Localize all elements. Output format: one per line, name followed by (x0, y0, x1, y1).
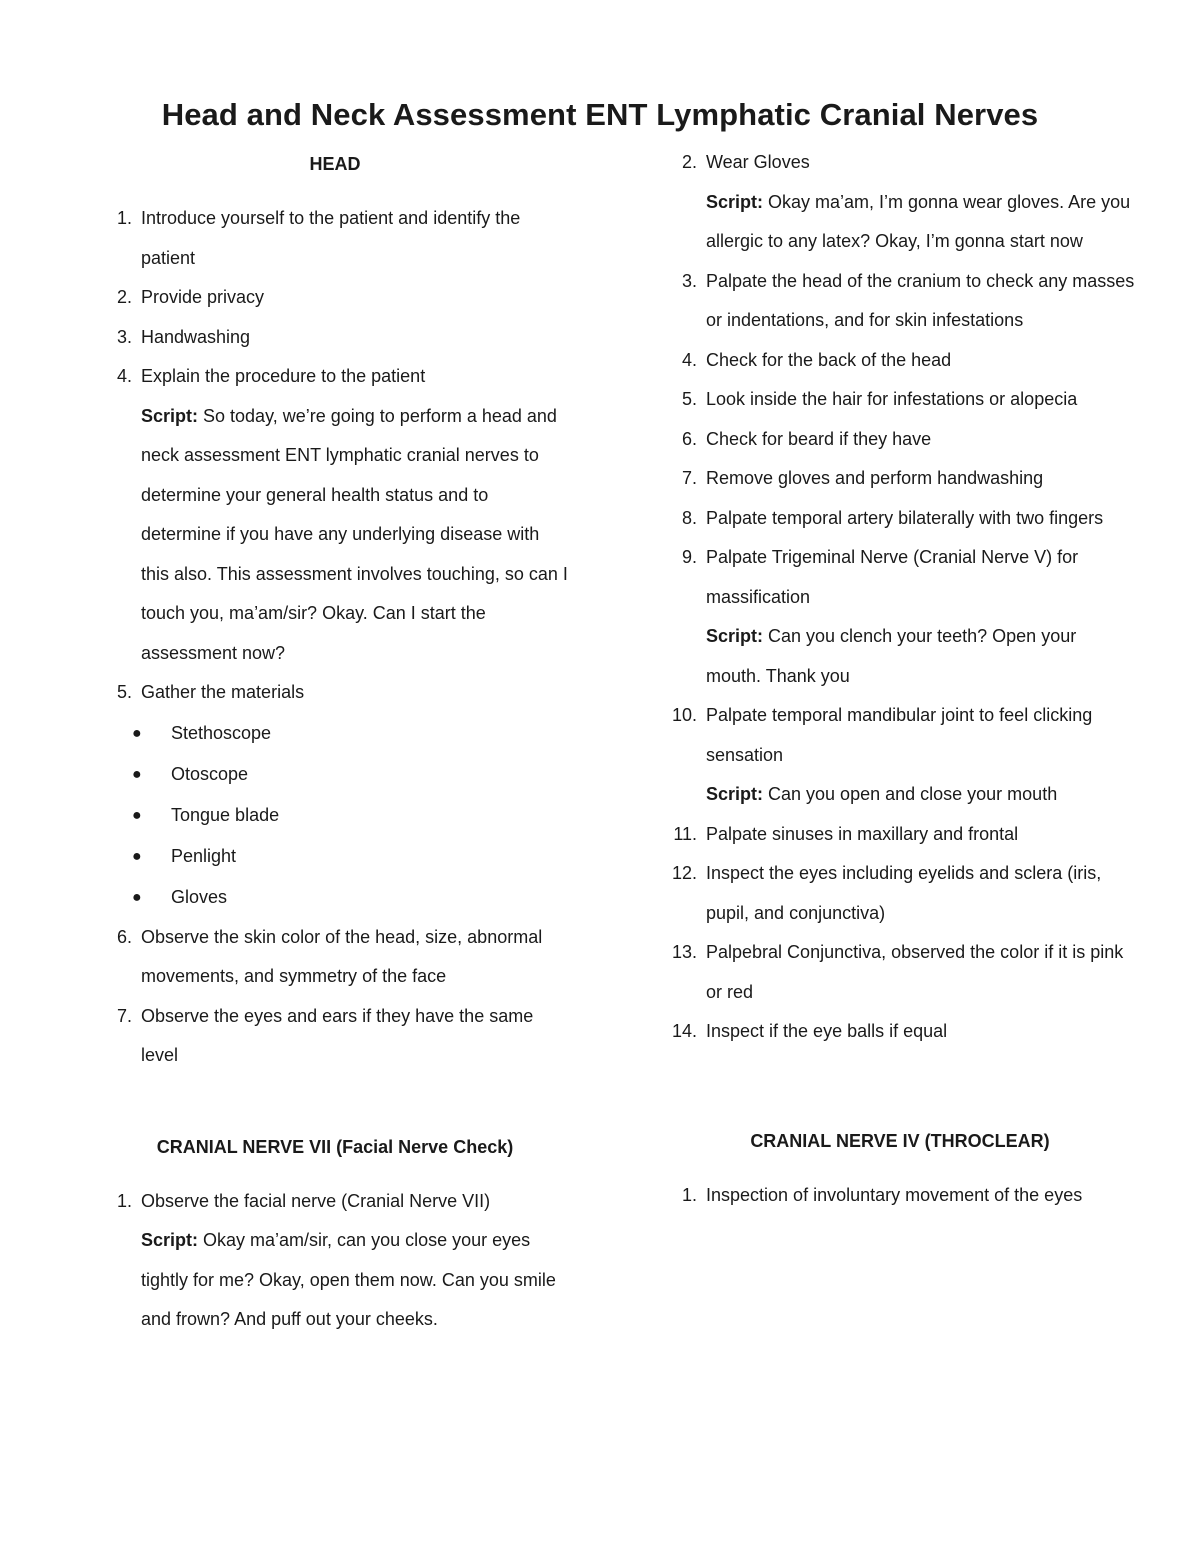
bullet-icon: ● (132, 847, 142, 865)
step-number: 7. (116, 1005, 132, 1026)
document-title: Head and Neck Assessment ENT Lymphatic Cranial Nerves (161, 96, 1039, 132)
bullet-icon: ● (132, 888, 142, 906)
step-text: Inspect the eyes including eyelids and sclera (iris, pupil, and conjunctiva) (706, 863, 1102, 923)
list-item (665, 538, 1135, 696)
material-text: Tongue blade (171, 804, 280, 825)
script-text: Can you open and close your mouth (763, 784, 1058, 804)
step-number: 3. (681, 270, 697, 291)
script-label: Script: (141, 405, 199, 426)
script-label: Script: (706, 191, 764, 212)
left-column (100, 143, 570, 1340)
step-text: Handwashing (141, 326, 251, 347)
step-text: Gather the materials (141, 682, 305, 702)
list-item (100, 997, 570, 1076)
script-paragraph (141, 1221, 570, 1340)
list-item (665, 459, 1135, 499)
step-text: Palpate sinuses in maxillary and frontal (706, 823, 1019, 844)
material-item (100, 713, 570, 754)
step-number: 2. (681, 152, 697, 172)
list-item (665, 420, 1135, 460)
list-item (100, 199, 570, 278)
step-text: Check for the back of the head (706, 349, 952, 370)
list-item (665, 696, 1135, 815)
step-number: 2. (116, 287, 132, 307)
list-item (100, 1182, 570, 1340)
list-item (100, 673, 570, 713)
step-number: 7. (681, 468, 697, 488)
list-item (100, 278, 570, 318)
step-number: 6. (116, 926, 132, 947)
step-text: Introduce yourself to the patient and identify the patient (141, 208, 521, 268)
step-text: Palpate the head of the cranium to check any masses or indentations, and for skin infestations (706, 270, 1135, 330)
step-number: 4. (681, 349, 697, 370)
step-number: 8. (681, 507, 697, 528)
step-number: 5. (116, 682, 132, 702)
material-item (100, 836, 570, 877)
script-paragraph (706, 617, 1135, 696)
material-text: Stethoscope (171, 722, 272, 743)
script-text: Can you clench your teeth? Open your mouth. Thank you (706, 626, 1077, 686)
step-text: Wear Gloves (706, 152, 810, 172)
step-number: 1. (681, 1184, 697, 1205)
cn4-steps-list (665, 1176, 1135, 1216)
step-number: 14. (671, 1021, 697, 1041)
section-heading-cranial-nerve-iv: CRANIAL NERVE IV (THROCLEAR) (750, 1130, 1050, 1151)
material-item (100, 754, 570, 795)
step-text: Remove gloves and perform handwashing (706, 468, 1044, 488)
step-number: 9. (681, 547, 697, 567)
script-paragraph (141, 397, 570, 674)
bullet-icon: ● (132, 806, 142, 824)
list-item (100, 357, 570, 673)
bullet-icon: ● (132, 724, 142, 742)
step-text: Palpebral Conjunctiva, observed the color if it is pink or red (706, 942, 1124, 1002)
list-item (665, 341, 1135, 381)
step-text: Palpate temporal mandibular joint to feel clicking sensation (706, 705, 1093, 765)
material-text: Otoscope (171, 763, 249, 784)
step-number: 12. (671, 863, 697, 883)
step-number: 11. (673, 823, 697, 844)
right-column (665, 143, 1135, 1215)
section-heading-head: HEAD (309, 154, 361, 174)
list-item (665, 815, 1135, 855)
step-number: 10. (671, 705, 697, 725)
materials-list (100, 713, 570, 918)
script-text: So today, we’re going to perform a head and neck assessment ENT lymphatic cranial nerves to determine your general health status and to determine if you have any underlying disease with this also. This assessment involves touching, so can I touch you, ma’am/sir? Okay. Can I start the assessment now? (141, 405, 568, 663)
step-text: Palpate Trigeminal Nerve (Cranial Nerve V) for massification (706, 547, 1079, 607)
head-steps-list (100, 199, 570, 713)
list-item (665, 143, 1135, 262)
list-item (665, 854, 1135, 933)
material-item (100, 795, 570, 836)
bullet-icon: ● (132, 765, 142, 783)
step-text: Look inside the hair for infestations or alopecia (706, 389, 1078, 409)
step-number: 3. (116, 326, 132, 347)
step-text: Inspect if the eye balls if equal (706, 1021, 948, 1041)
step-number: 4. (116, 366, 132, 386)
script-text: Okay ma’am/sir, can you close your eyes tightly for me? Okay, open them now. Can you smile and frown? And puff out your cheeks. (141, 1230, 556, 1329)
step-text: Inspection of involuntary movement of the eyes (706, 1184, 1083, 1205)
step-text: Observe the eyes and ears if they have the same level (141, 1005, 534, 1065)
step-text: Explain the procedure to the patient (141, 366, 426, 386)
material-text: Penlight (171, 845, 237, 866)
head-steps-list-continued (100, 918, 570, 1076)
list-item (665, 380, 1135, 420)
spacer (100, 1076, 570, 1126)
section-heading-cranial-nerve-vii: CRANIAL NERVE VII (Facial Nerve Check) (156, 1136, 514, 1157)
step-number: 6. (681, 428, 697, 449)
step-text: Palpate temporal artery bilaterally with two fingers (706, 507, 1104, 528)
cn7-steps-list (100, 1182, 570, 1340)
script-text: Okay ma’am, I’m gonna wear gloves. Are you allergic to any latex? Okay, I’m gonna start now (706, 191, 1131, 251)
script-paragraph (706, 183, 1135, 262)
step-text: Observe the skin color of the head, size, abnormal movements, and symmetry of the face (141, 926, 543, 986)
material-item (100, 877, 570, 918)
script-label: Script: (706, 784, 764, 804)
list-item (665, 499, 1135, 539)
script-label: Script: (141, 1230, 199, 1250)
step-text: Observe the facial nerve (Cranial Nerve VII) (141, 1190, 491, 1211)
head-steps-list-right (665, 143, 1135, 1052)
step-number: 1. (116, 208, 132, 228)
list-item (665, 1012, 1135, 1052)
step-text: Check for beard if they have (706, 428, 932, 449)
list-item (665, 933, 1135, 1012)
step-number: 5. (681, 389, 697, 409)
step-number: 13. (671, 942, 697, 962)
list-item (665, 262, 1135, 341)
spacer (665, 1052, 1135, 1120)
list-item (665, 1176, 1135, 1216)
material-text: Gloves (171, 886, 228, 907)
script-paragraph (706, 775, 1135, 815)
list-item (100, 918, 570, 997)
step-number: 1. (116, 1190, 132, 1211)
list-item (100, 318, 570, 358)
step-text: Provide privacy (141, 287, 265, 307)
script-label: Script: (706, 626, 764, 646)
